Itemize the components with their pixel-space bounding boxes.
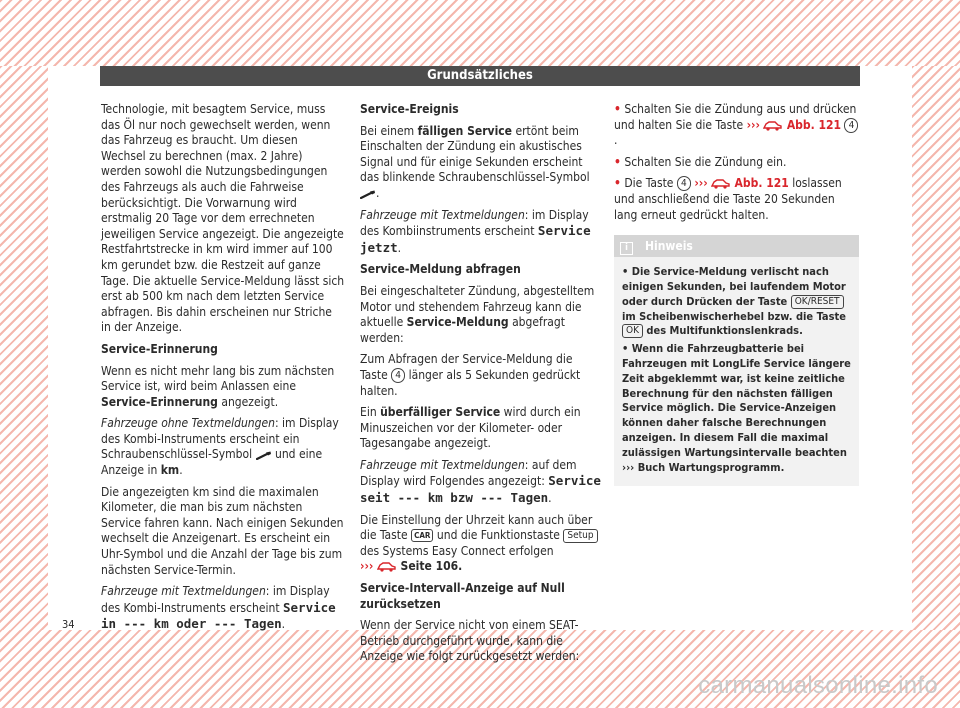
paragraph: Ein überfälliger Service wird durch ein Minuszeichen vor der Kilometer- oder Tagesangabe angezeigt. — [360, 405, 581, 451]
figure-reference[interactable]: Abb. 121 — [786, 117, 842, 132]
page-border-right — [912, 66, 960, 630]
hint-box — [614, 235, 859, 486]
list-item: • Die Service-Meldung verlischt nach einigen Sekunden, bei laufendem Motor oder durch Drücken der Taste OK/RESET im Scheibenwischerhebel bzw. die Taste OK des Multifunktionslenkrads. — [622, 265, 846, 338]
paragraph: Fahrzeuge mit Textmeldungen: auf dem Display wird Folgendes angezeigt: Service seit --- km bzw --- Tagen. — [360, 457, 601, 506]
paragraph: Fahrzeuge mit Textmeldungen: im Display des Kombi-Instruments erscheint Service in --- km oder --- Tagen. — [101, 584, 336, 632]
key-number-badge: 4 — [391, 368, 405, 383]
list-item: • Schalten Sie die Zündung ein. — [614, 154, 787, 169]
car-key-badge: CAR — [411, 529, 433, 542]
hint-body — [614, 257, 859, 486]
list-item: • Wenn die Fahrzeugbatterie bei Fahrzeugen mit LongLife Service längere Zeit abgeklemmt war, ist keine zeitliche Berechnung für den nächsten fälligen Service möglich. Die Service-Anzeigen können daher falsche Berechnungen anzeigen. In diesem Fall die maximal zulässigen Wartungsintervalle beachten ››› Buch Wartungsprogramm. — [622, 342, 851, 474]
key-number-badge: 4 — [677, 176, 691, 191]
list-item: • Die Taste 4 ››› Abb. 121 loslassen und anschließend die Taste 20 Sekunden lang erneut gedrückt halten. — [614, 176, 842, 222]
paragraph: Technologie, mit besagtem Service, muss das Öl nur noch gewechselt werden, wenn das Fahrzeug es braucht. Um diesen Wechsel zu berechnen (max. 2 Jahre) werden sowohl die Nutzungsbedingungen des Fahrzeugs als auch die Fahrweise berücksichtigt. Die Vorwarnung wird erstmalig 20 Tage vor dem errechneten jeweiligen Service angezeigt. Die angezeigte Restfahrtstrecke in km wird immer auf 100 km gerundet bzw. die Restzeit auf ganze Tage. Die aktuelle Service-Meldung lässt sich erst ab 500 km nach dem letzten Service abfragen. Bis dahin erscheinen nur Striche in der Anzeige. — [101, 102, 345, 335]
book-reference[interactable]: Buch Wartungsprogramm — [637, 460, 781, 474]
paragraph: Fahrzeuge mit Textmeldungen: im Display des Kombiinstruments erscheint Service jetzt. — [360, 207, 591, 255]
car-book-icon — [711, 177, 731, 189]
heading-service-erinnerung: Service-Erinnerung — [101, 341, 218, 356]
page-border-left — [0, 66, 48, 630]
paragraph: Wenn es nicht mehr lang bis zum nächsten Service ist, wird beim Anlassen eine Service-Erinnerung angezeigt. — [101, 363, 335, 409]
reference-arrow: ››› — [360, 559, 374, 574]
hint-header: i Hinweis — [614, 235, 859, 257]
key-number-badge: 4 — [844, 118, 858, 133]
column-2 — [360, 102, 603, 671]
wrench-icon — [256, 451, 272, 460]
heading-service-intervall: Service-Intervall-Anzeige auf Null zurücksetzen — [360, 581, 565, 611]
paragraph: Fahrzeuge ohne Textmeldungen: im Display des Kombi-Instruments erscheint ein Schraubenschlüssel-Symbol und eine Anzeige in km. — [101, 416, 339, 478]
paragraph: Bei eingeschalteter Zündung, abgestelltem Motor und stehendem Fahrzeug kann die aktuelle Service-Meldung abgefragt werden: — [360, 283, 595, 345]
list-item: • Schalten Sie die Zündung aus und drücken und halten Sie die Taste ››› Abb. 121 4. — [614, 102, 859, 149]
wrench-icon — [360, 190, 376, 199]
ok-key-badge: OK — [622, 324, 643, 338]
heading-service-meldung-abfragen: Service-Meldung abfragen — [360, 262, 521, 277]
page-border-top — [0, 0, 960, 66]
heading-service-ereignis: Service-Ereignis — [360, 102, 459, 116]
column-1 — [101, 102, 345, 639]
paragraph: Die Einstellung der Uhrzeit kann auch über die Taste CAR und die Funktionstaste Setup des Systems Easy Connect erfolgen ››› Seite 106. — [360, 513, 603, 575]
paragraph: Wenn der Service nicht von einem SEAT-Betrieb durchgeführt wurde, kann die Anzeige wie folgt zurückgesetzt werden: — [360, 618, 580, 664]
car-book-icon — [763, 119, 783, 131]
section-header: Grundsätzliches — [100, 66, 860, 86]
info-icon: i — [620, 242, 633, 255]
column-3 — [614, 102, 859, 486]
page-reference[interactable]: Seite 106. — [396, 559, 463, 574]
setup-key-badge: Setup — [563, 529, 597, 543]
figure-reference[interactable]: Abb. 121 — [734, 176, 789, 191]
page-number: 34 — [62, 618, 75, 631]
paragraph: Zum Abfragen der Service-Meldung die Taste 4 länger als 5 Sekunden gedrückt halten. — [360, 352, 581, 398]
car-book-icon — [377, 560, 397, 572]
paragraph: Die angezeigten km sind die maximalen Kilometer, die man bis zum nächsten Service fahren kann. Nach einigen Sekunden wechselt die Anzeigenart. Es erscheint ein Uhr-Symbol und die Anzahl der Tage bis zum nächsten Service-Termin. — [101, 484, 344, 577]
paragraph: Bei einem fälligen Service ertönt beim Einschalten der Zündung ein akustisches Signal und für einige Sekunden erscheint das blinkende Schraubenschlüssel-Symbol . — [360, 123, 590, 200]
watermark: carmanualsonline.info — [698, 672, 938, 699]
ok-reset-key-badge: OK/RESET — [791, 295, 844, 309]
